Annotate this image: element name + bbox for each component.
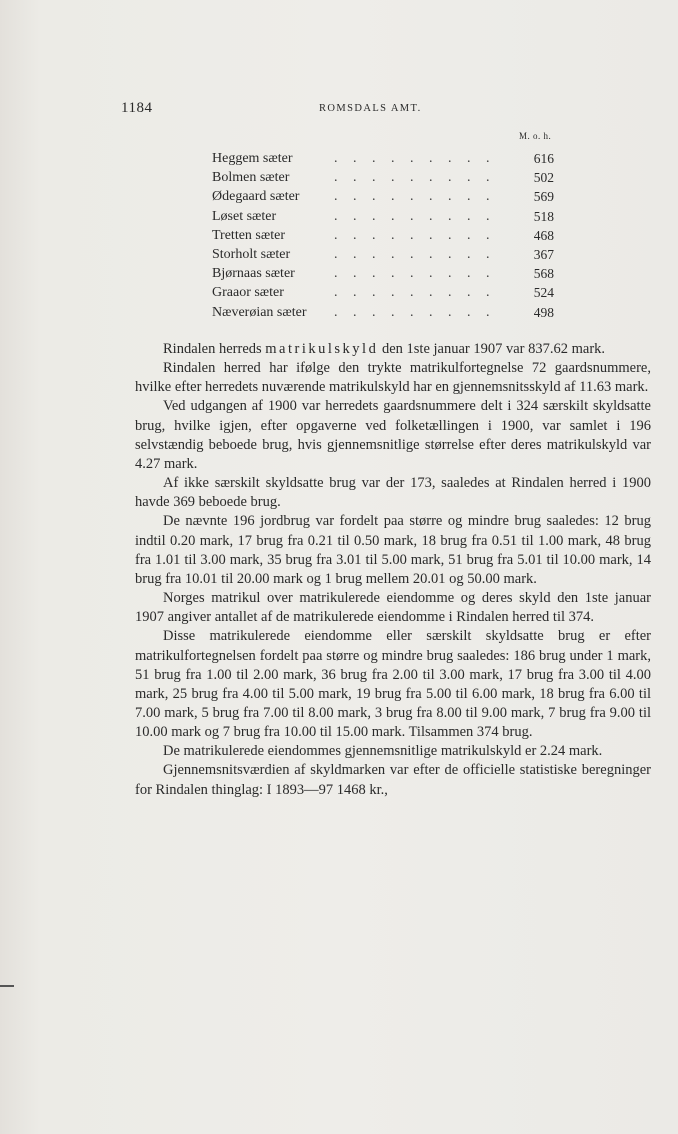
saeter-name: Bolmen sæter (212, 170, 290, 186)
table-row (212, 207, 557, 226)
page-edge-mark (0, 985, 14, 987)
leader-dots: . . . . . . . . . (334, 170, 496, 186)
page-header (121, 100, 541, 120)
running-title: ROMSDALS AMT. (319, 103, 422, 114)
leader-dots: . . . . . . . . . (334, 285, 496, 301)
leader-dots: . . . . . . . . . (334, 246, 496, 262)
paragraph-text: Rindalen herreds (163, 341, 266, 357)
saeter-name: Graaor sæter (212, 285, 284, 301)
altitude-value: 518 (533, 208, 554, 224)
paragraph-skyldsatte-brug: Ved udgangen af 1900 var herredets gaardsnummere delt i 324 særskilt skyldsatte brug, hvilke igjen, efter opgaverne ved folketællingen i 1900, var samlet i 196 selvstændig beboede brug, hvis gjennemsnitlige størrelse efter deres matrikulskyld var 4.27 mark. (135, 398, 651, 472)
altitude-unit-label: M. o. h. (519, 131, 552, 141)
altitude-value: 568 (533, 266, 554, 282)
saeter-altitude-table (212, 149, 557, 322)
altitude-value: 502 (533, 170, 554, 186)
table-row (212, 187, 557, 206)
spaced-term: matrikulskyld (265, 341, 379, 357)
page-number: 1184 (121, 100, 153, 116)
table-row (212, 149, 557, 168)
altitude-value: 616 (533, 151, 554, 166)
altitude-value: 498 (533, 304, 554, 320)
leader-dots: . . . . . . . . . (334, 151, 496, 166)
table-row (212, 168, 557, 187)
paragraph-jordbrug-fordeling: De nævnte 196 jordbrug var fordelt paa større og mindre brug saaledes: 12 brug indtil 0.20 mark, 17 brug fra 0.21 til 0.50 mark, 18 brug fra 0.51 til 1.00 mark, 48 brug fra 1.01 til 3.00 mark, 35 brug fra 3.01 til 5.00 mark, 51 brug fra 5.01 til 10.00 mark, 14 brug fra 10.01 til 20.00 mark og 1 brug mellem 20.01 og 50.00 mark. (135, 513, 651, 587)
paragraph-matrikulskyld (135, 340, 651, 359)
leader-dots: . . . . . . . . . (334, 304, 496, 320)
leader-dots: . . . . . . . . . (334, 266, 496, 282)
paragraph-norges-matrikul: Norges matrikul over matrikulerede eiendomme og deres skyld den 1ste januar 1907 angiver antallet af de matrikulerede eiendomme i Rindalen herred til 374. (135, 590, 651, 626)
saeter-name: Storholt sæter (212, 246, 291, 262)
saeter-name: Bjørnaas sæter (212, 266, 295, 282)
saeter-name: Tretten sæter (212, 227, 285, 243)
paragraph-text: den 1ste januar 1907 var 837.62 mark. (378, 341, 606, 357)
paragraph-gjennemsnitlige-skyld: De matrikulerede eiendommes gjennemsnitlige matrikulskyld er 2.24 mark. (163, 743, 603, 760)
table-row (212, 264, 557, 283)
leader-dots: . . . . . . . . . (334, 189, 496, 205)
saeter-name: Heggem sæter (212, 151, 293, 166)
altitude-value: 468 (533, 227, 554, 243)
leader-dots: . . . . . . . . . (334, 227, 496, 243)
table-row (212, 303, 557, 322)
saeter-name: Næverøian sæter (212, 304, 307, 320)
paragraph-gaardsnummere: Rindalen herred har ifølge den trykte matrikulfortegnelse 72 gaardsnummere, hvilke efter herredets nuværende matrikulskyld har en gjennemsnitsskyld af 11.63 mark. (135, 360, 651, 396)
paragraph-eiendomme-fordeling: Disse matrikulerede eiendomme eller særskilt skyldsatte brug er efter matrikulfortegnelsen fordelt paa større og mindre brug saaledes: 186 brug under 1 mark, 51 brug fra 1.00 til 2.00 mark, 36 brug fra 2.00 til 3.00 mark, 17 brug fra 3.00 til 4.00 mark, 25 brug fra 4.00 til 5.00 mark, 19 brug fra 5.00 til 6.00 mark, 18 brug fra 6.00 til 7.00 mark, 5 brug fra 7.00 til 8.00 mark, 3 brug fra 8.00 til 9.00 mark, 7 brug fra 9.00 til 10.00 mark og 7 brug fra 10.00 til 15.00 mark. Tilsammen 374 brug. (135, 628, 651, 741)
paragraph-skyldmarken-vaerdi: Gjennemsnitsværdien af skyldmarken var efter de officielle statistiske beregninger for Rindalen thinglag: I 1893—97 1468 kr., (135, 762, 651, 798)
altitude-value: 524 (533, 285, 554, 301)
saeter-name: Løset sæter (212, 208, 277, 224)
table-row (212, 226, 557, 245)
altitude-value: 569 (533, 189, 554, 205)
saeter-name: Ødegaard sæter (212, 189, 300, 205)
body-text (135, 340, 651, 800)
altitude-value: 367 (533, 246, 554, 262)
table-row (212, 283, 557, 302)
leader-dots: . . . . . . . . . (334, 208, 496, 224)
paragraph-beboede-brug: Af ikke særskilt skyldsatte brug var der 173, saaledes at Rindalen herred i 1900 havde 369 beboede brug. (135, 475, 651, 511)
table-row (212, 245, 557, 264)
